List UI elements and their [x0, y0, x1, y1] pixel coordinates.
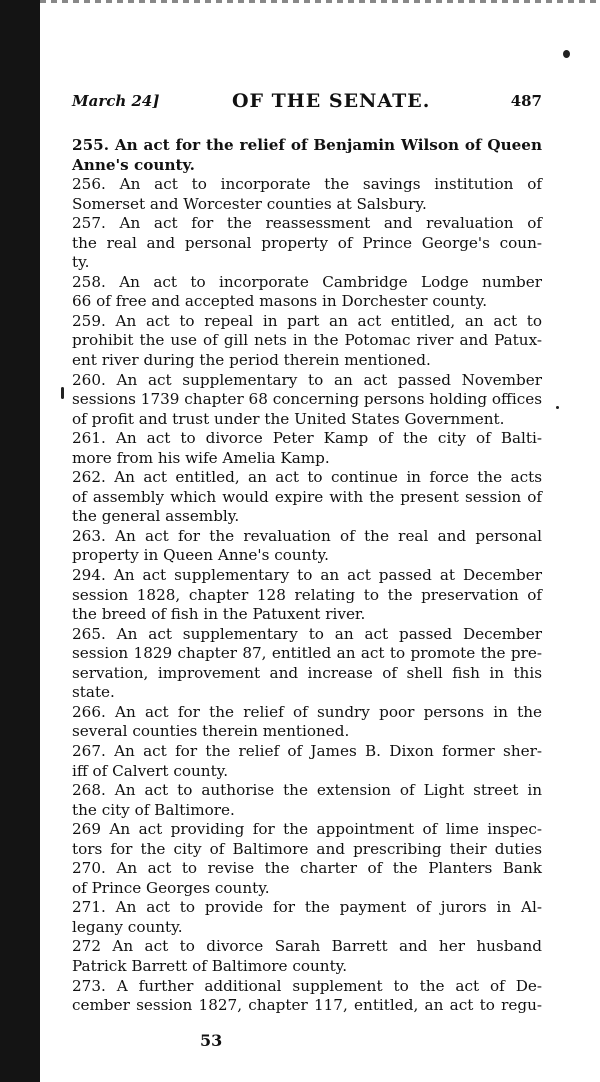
text-line: 262. An act entitled, an act to continue in force the acts [72, 468, 542, 487]
text-line: session 1829 chapter 87, entitled an act to promote the pre- [72, 644, 542, 663]
running-header-date: March 24] [72, 92, 160, 110]
text-line: 259. An act to repeal in part an act entitled, an act to [72, 311, 542, 330]
text-line: 294. An act supplementary to an act passed at December [72, 566, 542, 585]
text-line: the city of Baltimore. [72, 800, 235, 819]
text-line: 272 An act to divorce Sarah Barrett and her husband [72, 937, 542, 956]
text-line: 260. An act supplementary to an act passed November [72, 370, 542, 389]
text-line: ent river during the period therein mentioned. [72, 351, 431, 370]
text-line: 267. An act for the relief of James B. Dixon former sher- [72, 741, 542, 760]
acts-list [72, 136, 542, 1016]
text-line: 266. An act for the relief of sundry poor persons in the [72, 702, 542, 721]
text-line: the real and personal property of Prince George's coun- [72, 233, 542, 252]
text-line: Patrick Barrett of Baltimore county. [72, 956, 348, 975]
text-line: more from his wife Amelia Kamp. [72, 448, 330, 467]
text-line: 270. An act to revise the charter of the Planters Bank [72, 859, 542, 878]
ink-speck [556, 406, 559, 409]
text-line: 257. An act for the reassessment and revaluation of [72, 214, 542, 233]
text-line: ty. [72, 253, 90, 272]
text-line: the general assembly. [72, 507, 240, 526]
text-line: state. [72, 683, 115, 702]
signature-mark: 53 [200, 1031, 223, 1050]
ink-speck [61, 387, 64, 399]
text-line: servation, improvement and increase of shell fish in this [72, 663, 542, 682]
running-header-title: OF THE SENATE. [232, 90, 431, 112]
text-line: 255. An act for the relief of Benjamin Wilson of Queen [72, 136, 542, 154]
text-line: 273. A further additional supplement to the act of De- [72, 976, 542, 995]
text-line: the breed of fish in the Patuxent river. [72, 605, 366, 624]
text-line: cember session 1827, chapter 117, entitled, an act to regu- [72, 996, 542, 1015]
text-line: of profit and trust under the United States Government. [72, 409, 505, 428]
binding-shadow [0, 0, 40, 1082]
text-line: several counties therein mentioned. [72, 722, 350, 741]
text-line: Anne's county. [72, 155, 195, 174]
ink-speck [563, 50, 570, 58]
text-line: 256. An act to incorporate the savings institution of [72, 175, 542, 194]
page-top-edge [40, 0, 600, 3]
text-line: 271. An act to provide for the payment of jurors in Al- [72, 898, 542, 917]
text-line: 263. An act for the revaluation of the real and personal [72, 526, 542, 545]
page-number: 487 [510, 92, 542, 110]
text-line: 269 An act providing for the appointment of lime inspec- [72, 820, 542, 839]
text-line: Somerset and Worcester counties at Salsbury. [72, 194, 427, 213]
text-line: 66 of free and accepted masons in Dorchester county. [72, 292, 488, 311]
text-line: 268. An act to authorise the extension of Light street in [72, 781, 542, 800]
text-line: 261. An act to divorce Peter Kamp of the city of Balti- [72, 429, 542, 448]
text-line: session 1828, chapter 128 relating to the preservation of [72, 585, 542, 604]
text-line: iff of Calvert county. [72, 761, 229, 780]
text-line: of assembly which would expire with the present session of [72, 487, 542, 506]
text-line: prohibit the use of gill nets in the Potomac river and Patux- [72, 331, 542, 350]
text-line: legany county. [72, 917, 183, 936]
running-header [72, 92, 542, 120]
text-line: 265. An act supplementary to an act passed December [72, 624, 542, 643]
text-line: sessions 1739 chapter 68 concerning persons holding offices [72, 390, 542, 409]
text-line: tors for the city of Baltimore and prescribing their duties [72, 839, 542, 858]
text-line: property in Queen Anne's county. [72, 546, 329, 565]
text-line: of Prince Georges county. [72, 878, 270, 897]
text-line: 258. An act to incorporate Cambridge Lodge number [72, 272, 542, 291]
